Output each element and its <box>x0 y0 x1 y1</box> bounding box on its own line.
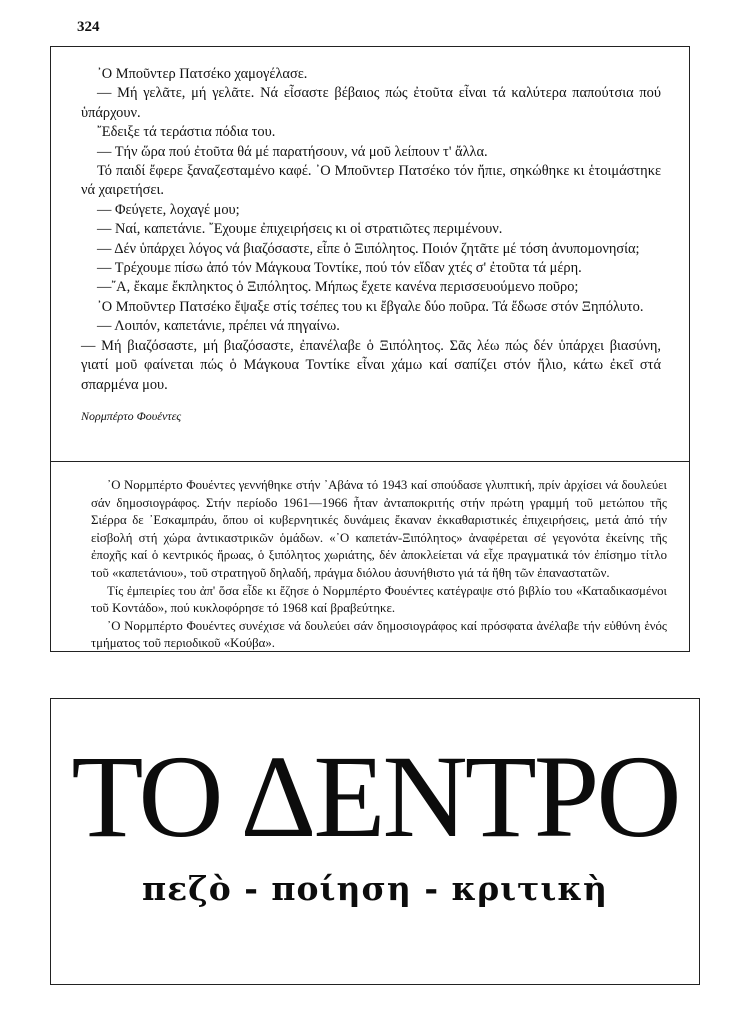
story-paragraph: Τό παιδί ἔφερε ξαναζεσταμένο καφέ. ᾿Ο Μποῦντερ Πατσέκο τόν ἤπιε, σηκώθηκε κι ἑτοιμάστηκε νά χαιρετήσει. <box>81 163 661 199</box>
bio-paragraph: ᾿Ο Νορμπέρτο Φουέντες συνέχισε νά δουλεύει σάν δημοσιογράφος καί πρόσφατα ἀνέλαβε τήν εὐθύνη ἑνός τμήματος τοῦ περιοδικοῦ «Κούβα». <box>91 618 667 651</box>
advertisement-subtitle: πεζὸ - ποίηση - κριτικὴ <box>141 869 609 908</box>
story-paragraph: ᾿Ο Μποῦντερ Πατσέκο ἔψαξε στίς τσέπες του κι ἔβγαλε δύο ποῦρα. Τά ἔδωσε στόν Ξηπόλυτο. <box>97 298 644 315</box>
bio-paragraphs <box>91 477 667 653</box>
story-paragraph: — Φεύγετε, λοχαγέ μου; <box>97 201 240 218</box>
story-paragraph: ᾿Ο Μποῦντερ Πατσέκο χαμογέλασε. <box>97 66 308 82</box>
story-paragraph: — Τρέχουμε πίσω ἀπό τόν Μάγκουα Τοντίκε, πού τόν εἴδαν χτές σ' ἐτοῦτα τά μέρη. <box>97 260 582 277</box>
story-paragraph: — Μή βιαζόσαστε, μή βιαζόσαστε, ἐπανέλαβε ὁ Ξιπόλητος. Σᾶς λέω πώς δέν ὑπάρχει βιασύνη, γιατί μοῦ φαίνεται πώς ὁ Μάγκουα Τοντίκε εἶναι χάμω καί σαπίζει στόν ἥλιο, κάτω ἐκεῖ στά σπαρμένα μου. <box>81 337 661 393</box>
advertisement-title: ΤΟ ΔΕΝΤΡΟ <box>71 731 679 862</box>
story-paragraph: — Τήν ὥρα πού ἐτοῦτα θά μέ παρατήσουν, νά μοῦ λείπουν τ' ἄλλα. <box>97 143 488 160</box>
story-excerpt-box <box>50 46 690 462</box>
author-signature: Νορμπέρτο Φουέντες <box>81 408 182 423</box>
magazine-advertisement <box>50 698 700 985</box>
story-paragraph: —῎Α, ἔκαμε ἔκπληκτος ὁ Ξιπόλητος. Μήπως ἔχετε κανένα περισσευούμενο ποῦρο; <box>97 279 579 296</box>
page-number: 324 <box>77 19 100 35</box>
story-paragraph: — Ναί, καπετάνιε. ῎Εχουμε ἐπιχειρήσεις κι οἱ στρατιῶτες περιμένουν. <box>97 221 503 238</box>
story-paragraph: ῎Εδειξε τά τεράστια πόδια του. <box>97 124 276 141</box>
bio-paragraph: ᾿Ο Νορμπέρτο Φουέντες γεννήθηκε στήν ᾿Αβάνα τό 1943 καί σπούδασε γλυπτική, πρίν ἀρχίσει νά δουλεύει σάν δημοσιογράφος. Στήν περίοδο 1961—1966 ἦταν ἀνταποκριτής στήν πρώτη γραμμή τοῦ μετώπου τῆς Σιέρρα δε ᾿Εσκαμπράυ, ὅπου οἱ κυβερνητικές δυνάμεις ἔκαναν ἐκκαθαριστικές ἐπιχειρήσεις, μετά ἀπό τήν εἰσβολή στή χώρα ἀντικαστρικῶν ὁμάδων. «᾿Ο καπετάν-Ξιπόλητος» ἀναφέρεται σέ γεγονότα ἐκείνης τῆς ἐποχῆς καί ὁ κεντρικός ἥρωας, ὁ ξιπόλητος χωριάτης, δέν ἀποκλείεται νά εἶχε πραγματικά τόν ἐπίσημο τίτλο τοῦ «καπετάνιου», τοῦ στρατηγοῦ δηλαδή, πράγμα διόλου ἀσυνήθιστο γιά τά ἤθη τῶν ἐπαναστατῶν. <box>91 478 667 580</box>
bio-paragraph: Τίς ἐμπειρίες του ἀπ' ὅσα εἶδε κι ἔζησε ὁ Νορμπέρτο Φουέντες κατέγραψε στό βιβλίο του «Καταδικασμένοι τοῦ Κοντάδο», πού κυκλοφόρησε τό 1968 καί βραβεύτηκε. <box>91 583 667 616</box>
story-paragraph: — Μή γελᾶτε, μή γελᾶτε. Νά εἶσαστε βέβαιος πώς ἐτοῦτα εἶναι τά καλύτερα παπούτσια πού ὑπάρχουν. <box>81 85 661 121</box>
author-bio-box <box>50 462 690 652</box>
story-paragraph: — Λοιπόν, καπετάνιε, πρέπει νά πηγαίνω. <box>97 318 340 335</box>
story-paragraph: — Δέν ὑπάρχει λόγος νά βιαζόσαστε, εἶπε ὁ Ξιπόλητος. Ποιόν ζητᾶτε μέ τόση ἀνυπομονησία; <box>97 240 640 257</box>
story-paragraphs <box>81 65 661 395</box>
